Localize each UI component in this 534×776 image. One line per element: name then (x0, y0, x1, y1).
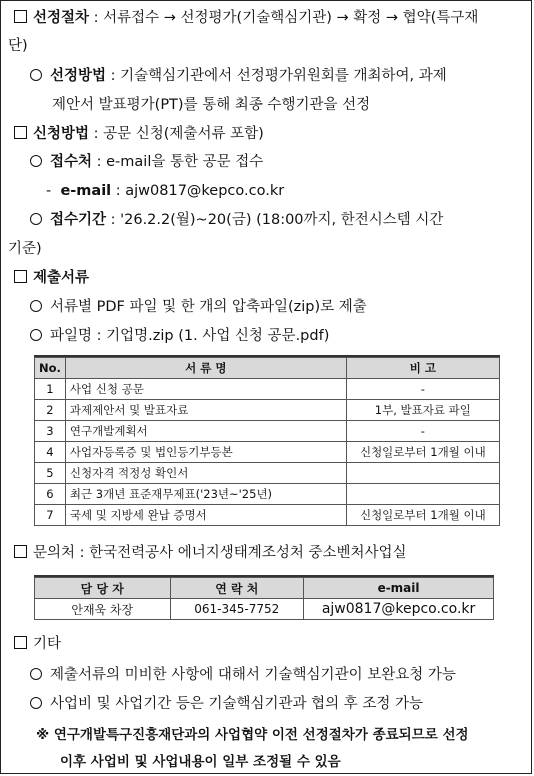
submission-docs-label: 제출서류 (33, 270, 90, 286)
header-no: No. (35, 358, 66, 379)
row-doc: 사업자등록증 및 법인등기부등본 (65, 442, 346, 463)
row-remark: - (346, 379, 499, 400)
contact-text: 문의처 : 한국전력공사 에너지생태계조성처 중소벤처사업실 (33, 545, 407, 561)
section-reception (30, 152, 263, 172)
contact-email: ajw0817@kepco.co.kr (304, 599, 494, 620)
other-item-2 (30, 694, 423, 714)
row-remark: 신청일로부터 1개월 이내 (346, 505, 499, 526)
row-no: 4 (35, 442, 66, 463)
other-item-1-text: 제출서류의 미비한 사항에 대해서 기술핵심기관이 보완요청 가능 (50, 667, 456, 683)
selection-method-label: 선정방법 (50, 68, 107, 84)
checkbox-icon (14, 270, 27, 283)
reception-period-text: : '26.2.2(월)~20(금) (18:00까지, 한전시스템 시간 (106, 212, 444, 228)
section-application-method (14, 124, 264, 144)
row-remark (346, 463, 499, 484)
row-remark: 신청일로부터 1개월 이내 (346, 442, 499, 463)
notice-line (36, 725, 469, 745)
section-selection-method (30, 66, 447, 86)
checkbox-icon (14, 636, 27, 649)
row-doc: 사업 신청 공문 (65, 379, 346, 400)
circle-bullet-icon (30, 69, 42, 81)
row-no: 1 (35, 379, 66, 400)
contact-phone: 061-345-7752 (170, 599, 304, 620)
selection-process-text: : 서류접수 → 선정평가(기술핵심기관) → 확정 → 협약(특구재 (89, 10, 479, 26)
row-doc: 신청자격 적정성 확인서 (65, 463, 346, 484)
submission-pdf-text: 서류별 PDF 파일 및 한 개의 압축파일(zip)로 제출 (50, 299, 367, 315)
notice-text: 연구개발특구진흥재단과의 사업협약 이전 선정절차가 종료되므로 선정 (49, 727, 469, 743)
row-no: 3 (35, 421, 66, 442)
section-reception-period (30, 210, 443, 230)
selection-process-label: 선정절차 (33, 10, 90, 26)
header-email: e-mail (304, 578, 494, 599)
table-row (35, 379, 500, 400)
documents-table (34, 357, 500, 526)
section-selection-process (14, 8, 478, 28)
file-name-note (30, 326, 329, 346)
contact-header-row (35, 578, 494, 599)
header-doc-name: 서 류 명 (65, 358, 346, 379)
contact-table (34, 577, 494, 620)
circle-bullet-icon (30, 329, 42, 341)
section-contact (14, 543, 407, 563)
row-no: 5 (35, 463, 66, 484)
checkbox-icon (14, 545, 27, 558)
file-name-text: 파일명 : 기업명.zip (1. 사업 신청 공문.pdf) (50, 328, 330, 344)
notice-cont: 이후 사업비 및 사업내용이 일부 조정될 수 있음 (60, 754, 341, 770)
reception-period-cont: 기준) (8, 241, 42, 257)
selection-process-cont: 단) (8, 38, 28, 54)
table-row (35, 463, 500, 484)
email-label: e-mail (60, 183, 112, 199)
dash-bullet: - (46, 183, 52, 199)
other-text: 기타 (33, 636, 62, 652)
row-no: 7 (35, 505, 66, 526)
circle-bullet-icon (30, 155, 42, 167)
header-person: 담 당 자 (35, 578, 171, 599)
reception-period-label: 접수기간 (50, 212, 107, 228)
selection-method-text: : 기술핵심기관에서 선정평가위원회를 개최하여, 과제 (106, 68, 447, 84)
row-doc: 과제제안서 및 발표자료 (65, 400, 346, 421)
circle-bullet-icon (30, 213, 42, 225)
row-doc: 국세 및 지방세 완납 증명서 (65, 505, 346, 526)
circle-bullet-icon (30, 697, 42, 709)
checkbox-icon (14, 10, 27, 23)
contact-row (35, 599, 494, 620)
email-text: : ajw0817@kepco.co.kr (111, 183, 285, 199)
other-item-2-text: 사업비 및 사업기간 등은 기술핵심기관과 협의 후 조정 가능 (50, 696, 424, 712)
section-other (14, 634, 61, 654)
selection-method-cont: 제안서 발표평가(PT)를 통해 최종 수행기관을 선정 (52, 97, 371, 113)
table-header-row (35, 358, 500, 379)
table-row (35, 442, 500, 463)
header-remarks: 비 고 (346, 358, 499, 379)
table-row (35, 484, 500, 505)
table-row (35, 421, 500, 442)
row-doc: 연구개발계획서 (65, 421, 346, 442)
reception-text: : e-mail을 통한 공문 접수 (92, 154, 264, 170)
section-email (46, 181, 284, 201)
table-row (35, 505, 500, 526)
header-phone: 연 락 처 (170, 578, 304, 599)
row-remark: - (346, 421, 499, 442)
circle-bullet-icon (30, 300, 42, 312)
circle-bullet-icon (30, 668, 42, 680)
row-doc: 최근 3개년 표준재무제표('23년~'25년) (65, 484, 346, 505)
application-method-text: : 공문 신청(제출서류 포함) (89, 126, 264, 142)
row-no: 2 (35, 400, 66, 421)
table-row (35, 400, 500, 421)
other-item-1 (30, 665, 456, 685)
reception-label: 접수처 (50, 154, 93, 170)
application-method-label: 신청방법 (33, 126, 90, 142)
checkbox-icon (14, 126, 27, 139)
reference-mark: ※ (36, 727, 50, 743)
contact-person: 안재욱 차장 (35, 599, 171, 620)
row-remark: 1부, 발표자료 파일 (346, 400, 499, 421)
row-no: 6 (35, 484, 66, 505)
submission-pdf-note (30, 297, 367, 317)
section-submission-docs (14, 268, 89, 288)
row-remark (346, 484, 499, 505)
